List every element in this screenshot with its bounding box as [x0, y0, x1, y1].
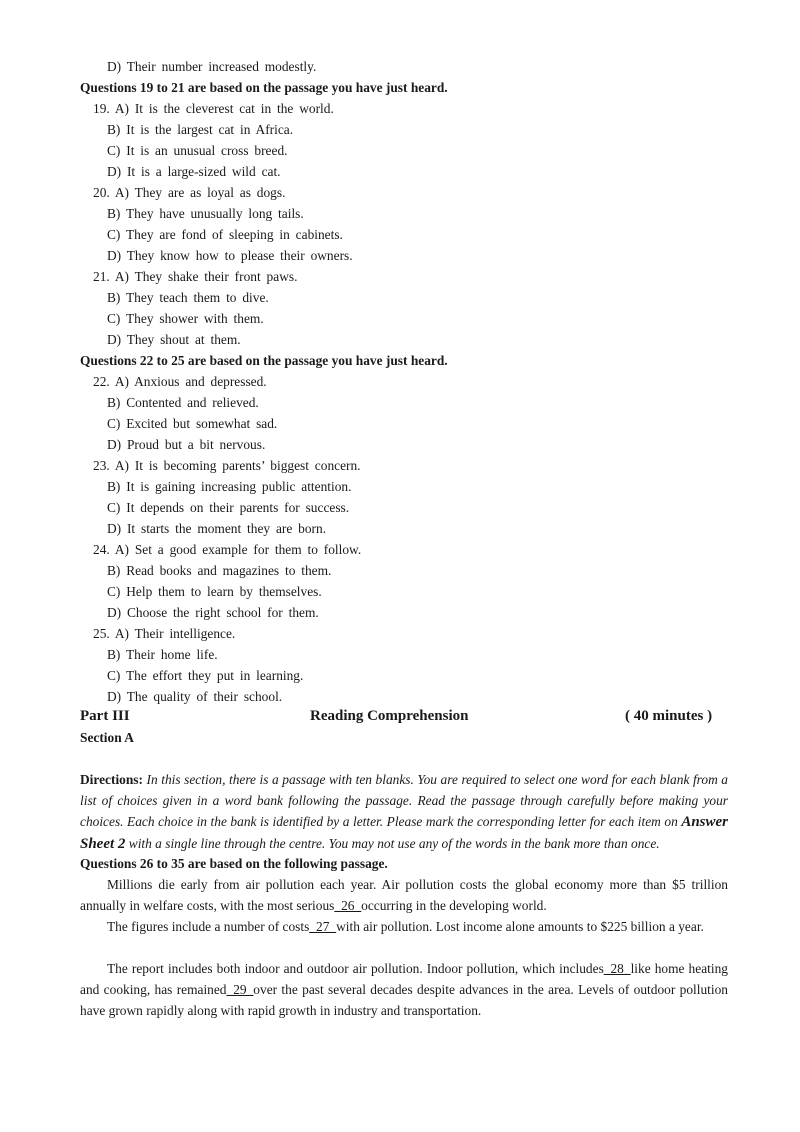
blank-29: _29_ — [226, 982, 254, 997]
part-title: Reading Comprehension — [310, 708, 469, 724]
group-heading-22-25: Questions 22 to 25 are based on the passage you have just heard. — [80, 353, 448, 368]
passage-paragraph-3 — [80, 958, 728, 1021]
option-19d: D) It is a large-sized wild cat. — [107, 164, 281, 179]
option-24d: D) Choose the right school for them. — [107, 605, 319, 620]
directions-text-1: In this section, there is a passage with ten blanks. You are required to select one word for each blank from a list of choices given in a word bank following the passage. Read the passage through carefully before making your choices. Each choice in the bank is identified by a letter. Please mark the corresponding letter for each item on — [80, 772, 728, 829]
group-heading-19-21: Questions 19 to 21 are based on the passage you have just heard. — [80, 80, 448, 95]
passage-text: Millions die early from air pollution each year. Air pollution costs the global economy more than $5 trillion annually in welfare costs, with the most serious — [80, 877, 728, 913]
option-23d: D) It starts the moment they are born. — [107, 521, 327, 536]
question-number: 21. — [93, 269, 110, 284]
option-25d: D) The quality of their school. — [107, 689, 283, 704]
option-21c: C) They shower with them. — [107, 311, 264, 326]
blank-26: _26_ — [334, 898, 362, 913]
directions — [80, 769, 728, 855]
option-25c: C) The effort they put in learning. — [107, 668, 304, 683]
option-20c: C) They are fond of sleeping in cabinets. — [107, 227, 343, 242]
part-time: ( 40 minutes ) — [625, 708, 713, 724]
directions-label: Directions: — [80, 772, 143, 787]
question-number: 25. — [93, 626, 110, 641]
option-25b: B) Their home life. — [107, 647, 218, 662]
option-25a: A) Their intelligence. — [114, 626, 236, 641]
blank-28: _28_ — [603, 961, 631, 976]
passage-text: like home heating and cooking, has remained — [80, 961, 728, 997]
option-19c: C) It is an unusual cross breed. — [107, 143, 288, 158]
option-22c: C) Excited but somewhat sad. — [107, 416, 278, 431]
passage-paragraph-1 — [80, 874, 728, 916]
passage-text: over the past several decades despite advances in the area. Levels of outdoor pollution have grown rapidly along with rapid growth in industry and transportation. — [80, 982, 729, 1018]
directions-text-2: with a single line through the centre. You may not use any of the words in the bank more than once. — [125, 836, 660, 851]
passage-text: with air pollution. Lost income alone amounts to $225 billion a year. — [336, 919, 704, 934]
option-21b: B) They teach them to dive. — [107, 290, 269, 305]
option-20b: B) They have unusually long tails. — [107, 206, 304, 221]
blank-27: _27_ — [309, 919, 337, 934]
section-label: Section A — [80, 730, 134, 745]
question-20 — [93, 185, 285, 201]
option-21d: D) They shout at them. — [107, 332, 241, 347]
question-number: 24. — [93, 542, 110, 557]
question-22 — [93, 374, 267, 390]
option-18d: D) Their number increased modestly. — [107, 59, 317, 74]
part-label: Part III — [80, 708, 130, 724]
question-number: 20. — [93, 185, 110, 200]
option-22a: A) Anxious and depressed. — [114, 374, 267, 389]
question-23 — [93, 458, 361, 474]
question-21 — [93, 269, 297, 285]
passage-text: occurring in the developing world. — [361, 898, 547, 913]
question-19 — [93, 101, 334, 117]
question-number: 23. — [93, 458, 110, 473]
question-number: 19. — [93, 101, 110, 116]
option-21a: A) They shake their front paws. — [114, 269, 298, 284]
option-20a: A) They are as loyal as dogs. — [114, 185, 286, 200]
option-19b: B) It is the largest cat in Africa. — [107, 122, 294, 137]
option-23c: C) It depends on their parents for success. — [107, 500, 350, 515]
option-19a: A) It is the cleverest cat in the world. — [114, 101, 334, 116]
question-number: 22. — [93, 374, 110, 389]
option-24b: B) Read books and magazines to them. — [107, 563, 332, 578]
option-22d: D) Proud but a bit nervous. — [107, 437, 266, 452]
question-25 — [93, 626, 235, 642]
option-24a: A) Set a good example for them to follow. — [114, 542, 362, 557]
question-24 — [93, 542, 361, 558]
passage-paragraph-2 — [80, 916, 728, 937]
answer-sheet-label: Answer Sheet 2 — [80, 814, 728, 852]
passage-heading: Questions 26 to 35 are based on the following passage. — [80, 856, 388, 871]
option-22b: B) Contented and relieved. — [107, 395, 259, 410]
passage-text: The figures include a number of costs — [107, 919, 310, 934]
passage-text: The report includes both indoor and outdoor air pollution. Indoor pollution, which includes — [107, 961, 604, 976]
option-20d: D) They know how to please their owners. — [107, 248, 353, 263]
option-23a: A) It is becoming parents’ biggest concern. — [114, 458, 361, 473]
option-23b: B) It is gaining increasing public attention. — [107, 479, 352, 494]
option-24c: C) Help them to learn by themselves. — [107, 584, 322, 599]
